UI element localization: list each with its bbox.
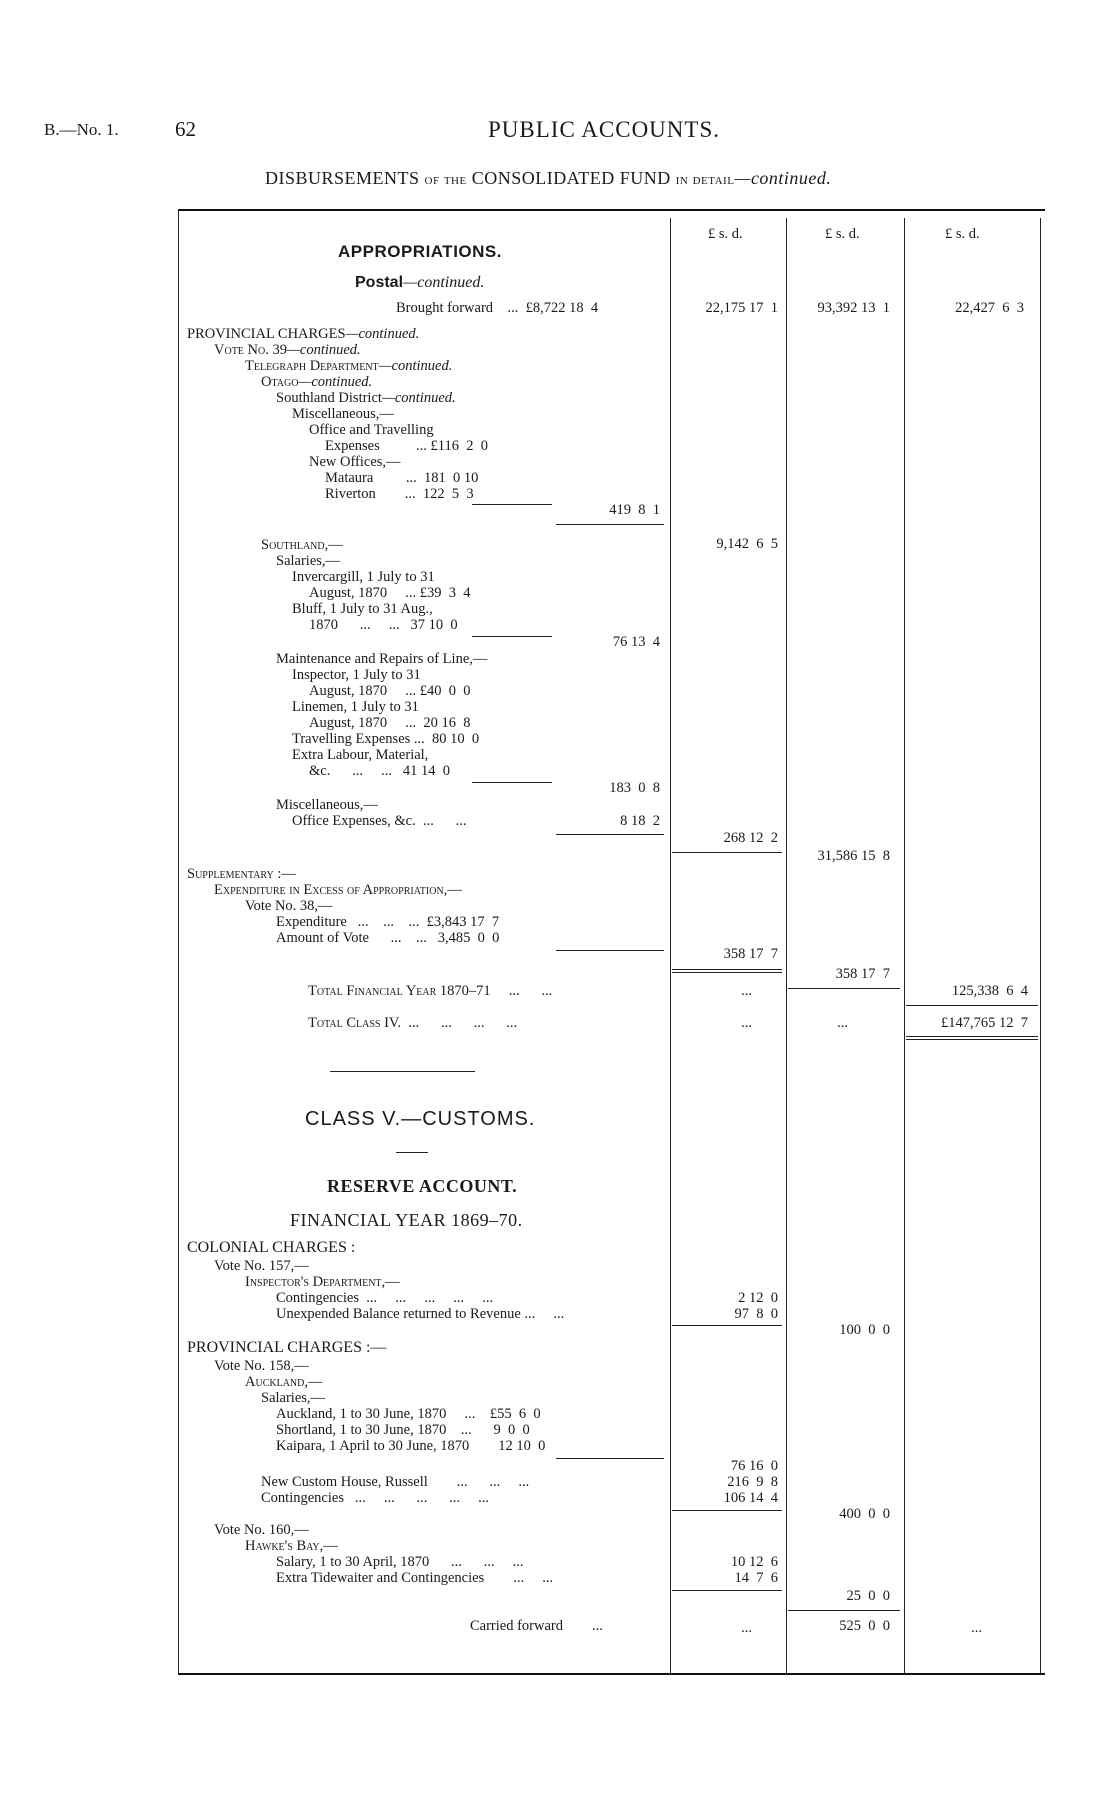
otago-heading: Otago—continued.	[261, 374, 373, 390]
subtotal-rule	[672, 1590, 782, 1591]
brought-forward-line: Brought forward ... £8,722 18 4	[396, 300, 599, 316]
amount-col3: 125,338 6 4	[951, 983, 1028, 999]
postal-continued: —continued.	[403, 274, 485, 291]
vote-39-heading: Vote No. 39—continued.	[214, 342, 361, 358]
subtotal-rule	[472, 636, 552, 637]
reserve-account-heading: RESERVE ACCOUNT.	[327, 1176, 518, 1196]
amount-of-vote-line: Amount of Vote ... ... 3,485 0 0	[276, 930, 500, 946]
amount-col2: 525 0 0	[839, 1618, 890, 1634]
kaipara-salary-line: Kaipara, 1 April to 30 June, 1870 12 10 0	[276, 1438, 546, 1454]
amount-col2: 100 0 0	[839, 1322, 890, 1338]
page-title: PUBLIC ACCOUNTS.	[488, 117, 720, 142]
amount-col2: 31,586 15 8	[817, 848, 890, 864]
page-number: 62	[175, 117, 196, 141]
salaries-heading-2: Salaries,—	[261, 1390, 326, 1406]
amount-col3: £147,765 12 7	[941, 1015, 1028, 1031]
amount-col3: ...	[971, 1620, 982, 1636]
southland-heading: Southland,—	[261, 537, 343, 553]
provincial-charges-heading-2: PROVINCIAL CHARGES :—	[187, 1339, 387, 1356]
amount-col1: 358 17 7	[723, 946, 778, 962]
subtitle-in-detail: in detail	[675, 172, 735, 188]
auckland-salary-line: Auckland, 1 to 30 June, 1870 ... £55 6 0	[276, 1406, 541, 1422]
amount-col2: 358 17 7	[835, 966, 890, 982]
total-financial-year-label: Total Financial Year 1870–71 ... ...	[308, 983, 553, 999]
financial-year-heading: FINANCIAL YEAR 1869–70.	[290, 1210, 523, 1230]
subtitle-main: DISBURSEMENTS	[265, 168, 420, 188]
invercargill-amount-line: August, 1870 ... £39 3 4	[309, 585, 471, 601]
subtotal-rule	[556, 834, 664, 835]
subtotal-amount: 183 0 8	[609, 780, 660, 796]
subtitle-fund: CONSOLIDATED FUND	[471, 168, 671, 188]
subtotal-rule	[788, 988, 900, 989]
extra-tidewaiter-line: Extra Tidewaiter and Contingencies ... ...	[276, 1570, 554, 1586]
salary-april-line: Salary, 1 to 30 April, 1870 ... ... ...	[276, 1554, 524, 1570]
office-travelling-line: Office and Travelling	[309, 422, 434, 438]
section-divider	[396, 1152, 428, 1153]
subtotal-rule	[472, 782, 552, 783]
page-reference: B.—No. 1.	[44, 120, 119, 139]
column-rule-3	[904, 218, 905, 1673]
vote-38-heading: Vote No. 38,—	[245, 898, 333, 914]
subtotal-amount: 76 13 4	[612, 634, 660, 650]
vote-157-heading: Vote No. 157,—	[214, 1258, 309, 1274]
page-subtitle	[265, 168, 831, 189]
expenditure-line: Expenditure ... ... ... £3,843 17 7	[276, 914, 500, 930]
miscellaneous-heading: Miscellaneous,—	[276, 797, 378, 813]
salaries-heading: Salaries,—	[276, 553, 341, 569]
amount-col2: 25 0 0	[846, 1588, 890, 1604]
subtotal-amount: 419 8 1	[609, 502, 660, 518]
postal-heading	[355, 275, 484, 291]
contingencies-line-2: Contingencies ... ... ... ... ...	[261, 1490, 489, 1506]
hawkes-bay-heading: Hawke's Bay,—	[245, 1538, 338, 1554]
travelling-expenses-line: Travelling Expenses ... 80 10 0	[292, 731, 480, 747]
contingencies-line: Contingencies ... ... ... ... ...	[276, 1290, 494, 1306]
excess-appropriation-heading: Expenditure in Excess of Appropriation,—	[214, 882, 462, 898]
amount-col1: ...	[741, 983, 752, 999]
subtitle-continued: —continued.	[734, 168, 832, 188]
total-class-iv-label: Total Class IV. ... ... ... ...	[308, 1015, 518, 1031]
unexpended-balance-line: Unexpended Balance returned to Revenue ... ...	[276, 1306, 565, 1322]
auckland-heading: Auckland,—	[245, 1374, 323, 1390]
total-rule	[672, 969, 782, 973]
subtitle-of-the: of the	[424, 172, 467, 188]
amount-col1: 9,142 6 5	[716, 536, 778, 552]
amount-col1: ...	[741, 1015, 752, 1031]
amount-col1: 76 16 0	[730, 1458, 778, 1474]
section-divider	[330, 1071, 475, 1072]
column-heading-3: £ s. d.	[945, 226, 980, 242]
linemen-line: Linemen, 1 July to 31	[292, 699, 419, 715]
amount-col1: 216 9 8	[727, 1474, 778, 1490]
column-rule-2	[786, 218, 787, 1673]
inspector-line: Inspector, 1 July to 31	[292, 667, 421, 683]
subtotal-rule	[788, 1610, 900, 1611]
inspector-amount-line: August, 1870 ... £40 0 0	[309, 683, 471, 699]
bluff-line: Bluff, 1 July to 31 Aug.,	[292, 601, 433, 617]
extra-labour-line: Extra Labour, Material,	[292, 747, 429, 763]
office-expenses-amount: 8 18 2	[620, 813, 660, 829]
amount-col1: 97 8 0	[734, 1306, 778, 1322]
amount-col1: 10 12 6	[730, 1554, 778, 1570]
column-heading-1: £ s. d.	[708, 226, 743, 242]
riverton-line: Riverton ... 122 5 3	[325, 486, 474, 502]
office-expenses-line: Office Expenses, &c. ... ...	[292, 813, 467, 829]
amount-col2: 93,392 13 1	[817, 300, 890, 316]
table-bottom-border	[178, 1673, 1045, 1675]
subtotal-rule	[556, 1458, 664, 1459]
inspectors-department-heading: Inspector's Department,—	[245, 1274, 400, 1290]
new-custom-house-line: New Custom House, Russell ... ... ...	[261, 1474, 530, 1490]
colonial-charges-heading: COLONIAL CHARGES :	[187, 1239, 356, 1256]
linemen-amount-line: August, 1870 ... 20 16 8	[309, 715, 471, 731]
subtotal-rule	[672, 1325, 782, 1326]
telegraph-department-heading: Telegraph Department—continued.	[245, 358, 453, 374]
subtotal-rule	[556, 524, 664, 525]
shortland-salary-line: Shortland, 1 to 30 June, 1870 ... 9 0 0	[276, 1422, 530, 1438]
table-right-border	[1040, 218, 1041, 1673]
subtotal-rule	[672, 852, 782, 853]
vote-160-heading: Vote No. 160,—	[214, 1522, 309, 1538]
postal-label: Postal	[355, 274, 404, 291]
column-rule-1	[670, 218, 671, 1673]
carried-forward-label: Carried forward ...	[470, 1618, 603, 1634]
invercargill-line: Invercargill, 1 July to 31	[292, 569, 435, 585]
subtotal-rule	[672, 1510, 782, 1511]
supplementary-heading: Supplementary :—	[187, 866, 296, 882]
total-rule	[906, 1005, 1038, 1006]
amount-col1: 106 14 4	[723, 1490, 778, 1506]
amount-col3: 22,427 6 3	[955, 300, 1024, 316]
section-heading-appropriations: APPROPRIATIONS.	[338, 242, 502, 261]
mataura-line: Mataura ... 181 0 10	[325, 470, 479, 486]
column-heading-2: £ s. d.	[825, 226, 860, 242]
table-left-border	[178, 209, 179, 1674]
extra-labour-amount-line: &c. ... ... 41 14 0	[309, 763, 450, 779]
subtotal-rule	[472, 504, 552, 505]
total-rule	[906, 1036, 1038, 1040]
new-offices-heading: New Offices,—	[309, 454, 401, 470]
amount-col1: 268 12 2	[723, 830, 778, 846]
southland-district-heading: Southland District—continued.	[276, 390, 456, 406]
amount-col1: ...	[741, 1620, 752, 1636]
amount-col2: ...	[837, 1015, 848, 1031]
amount-col2: 400 0 0	[839, 1506, 890, 1522]
subtotal-rule	[556, 950, 664, 951]
amount-col1: 14 7 6	[734, 1570, 778, 1586]
vote-158-heading: Vote No. 158,—	[214, 1358, 309, 1374]
class-v-customs-heading: CLASS V.—CUSTOMS.	[305, 1108, 536, 1130]
amount-col1: 2 12 0	[738, 1290, 778, 1306]
bluff-amount-line: 1870 ... ... 37 10 0	[309, 617, 458, 633]
provincial-charges-heading: PROVINCIAL CHARGES—continued.	[187, 326, 420, 342]
expenses-line: Expenses ... £116 2 0	[325, 438, 488, 454]
maintenance-heading: Maintenance and Repairs of Line,—	[276, 651, 488, 667]
table-top-border	[178, 209, 1045, 211]
miscellaneous-heading: Miscellaneous,—	[292, 406, 394, 422]
amount-col1: 22,175 17 1	[705, 300, 778, 316]
